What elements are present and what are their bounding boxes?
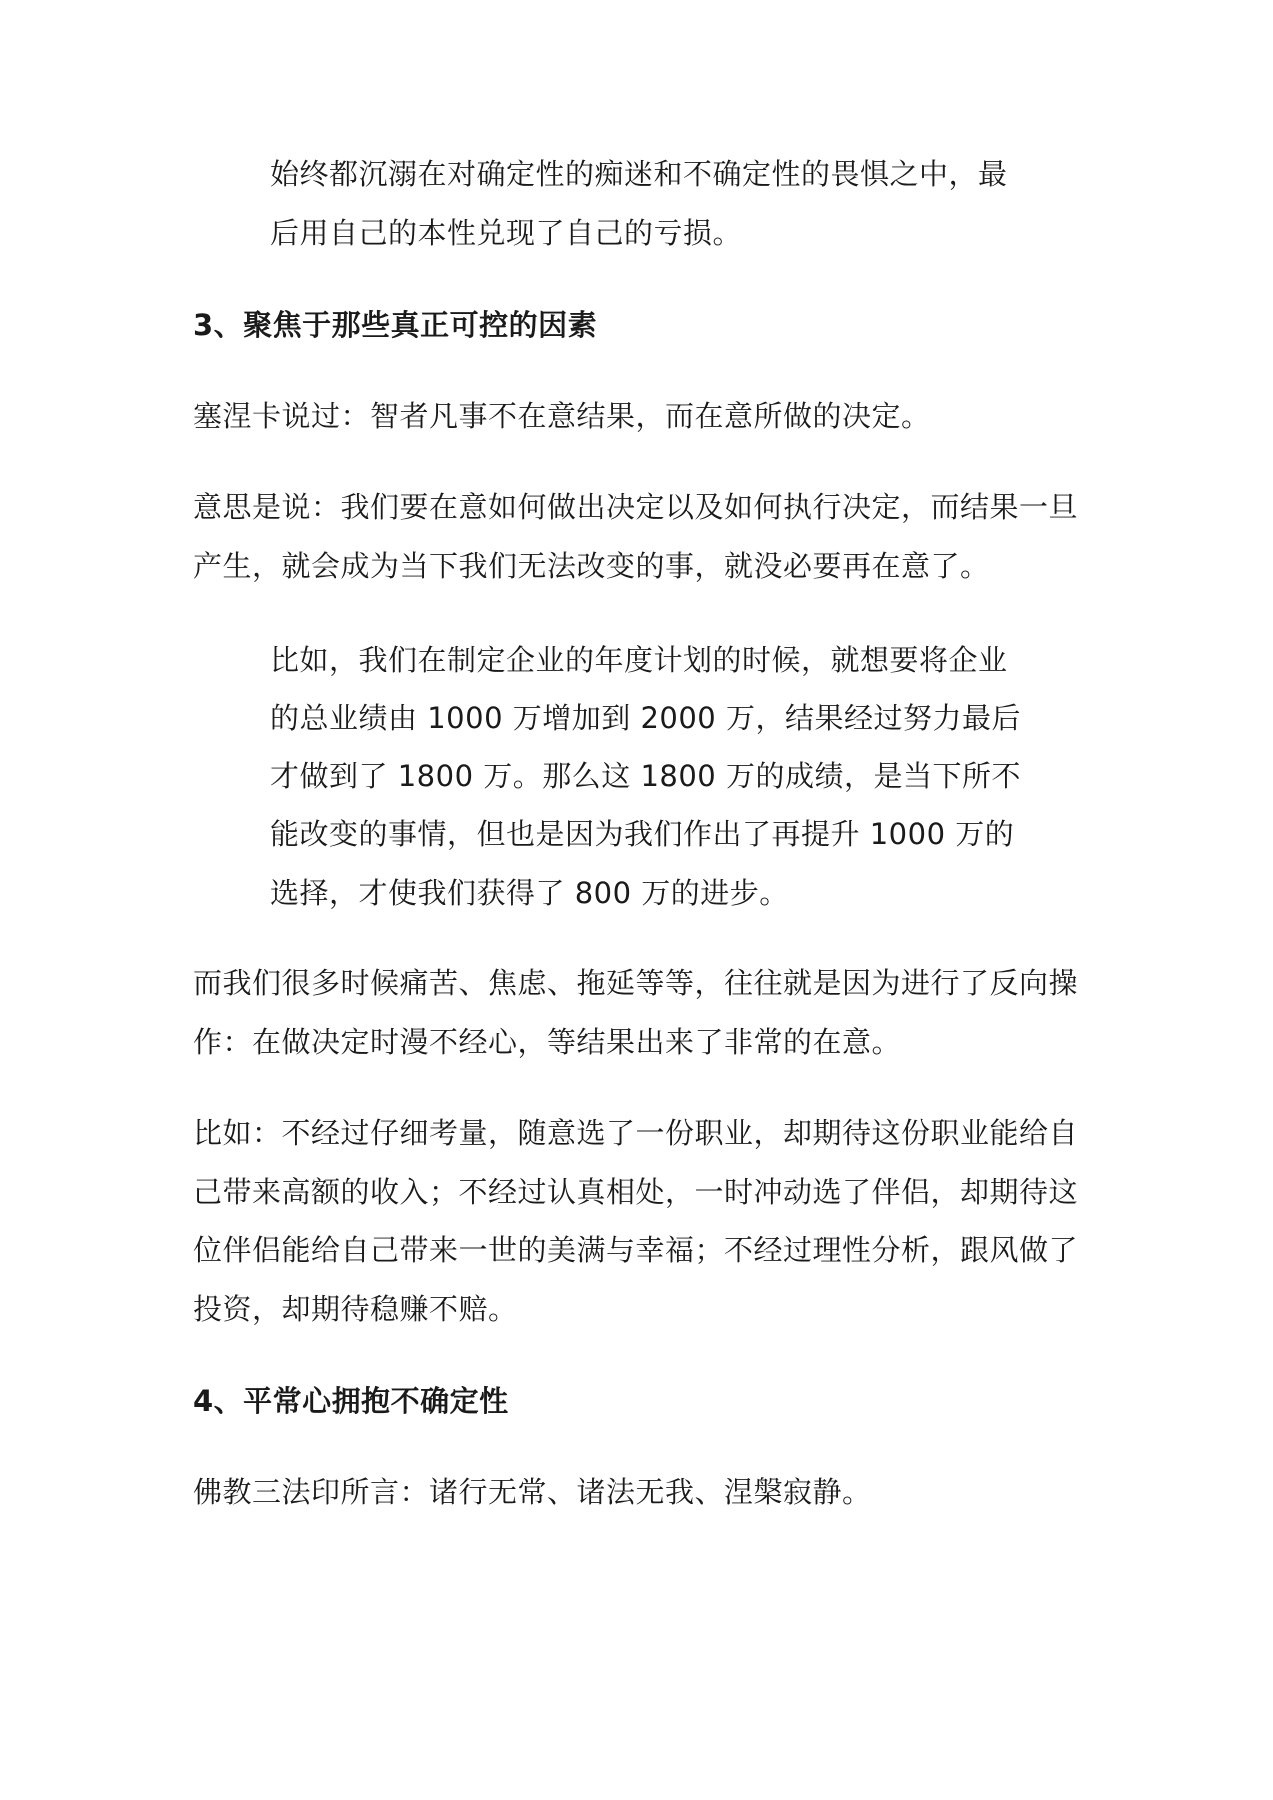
- quote-line: 的总业绩由 1000 万增加到 2000 万，结果经过努力最后: [270, 701, 1021, 735]
- quote-line: 选择，才使我们获得了 800 万的进步。: [270, 876, 789, 910]
- paragraph-line: 己带来高额的收入；不经过认真相处，一时冲动选了伴侣，却期待这: [193, 1175, 1079, 1209]
- paragraph-line: 产生，就会成为当下我们无法改变的事，就没必要再在意了。: [193, 549, 990, 583]
- quote-line: 才做到了 1800 万。那么这 1800 万的成绩，是当下所不: [270, 759, 1021, 793]
- paragraph-line: 而我们很多时候痛苦、焦虑、拖延等等，往往就是因为进行了反向操: [193, 966, 1079, 1000]
- paragraph-line: 投资，却期待稳赚不赔。: [193, 1292, 518, 1326]
- paragraph-line: 作：在做决定时漫不经心，等结果出来了非常的在意。: [193, 1025, 902, 1059]
- paragraph-line: 佛教三法印所言：诸行无常、诸法无我、涅槃寂静。: [193, 1475, 872, 1509]
- paragraph-line: 比如：不经过仔细考量，随意选了一份职业，却期待这份职业能给自: [193, 1116, 1079, 1150]
- quote-line: 能改变的事情，但也是因为我们作出了再提升 1000 万的: [270, 817, 1015, 851]
- quote-line: 后用自己的本性兑现了自己的亏损。: [270, 216, 743, 250]
- quote-line: 始终都沉溺在对确定性的痴迷和不确定性的畏惧之中，最: [270, 157, 1008, 191]
- section-heading-4: 4、平常心拥抱不确定性: [193, 1384, 509, 1418]
- section-heading-3: 3、聚焦于那些真正可控的因素: [193, 308, 598, 342]
- paragraph-line: 塞涅卡说过：智者凡事不在意结果，而在意所做的决定。: [193, 399, 931, 433]
- paragraph-line: 位伴侣能给自己带来一世的美满与幸福；不经过理性分析，跟风做了: [193, 1233, 1079, 1267]
- quote-line: 比如，我们在制定企业的年度计划的时候，就想要将企业: [270, 643, 1008, 677]
- paragraph-line: 意思是说：我们要在意如何做出决定以及如何执行决定，而结果一旦: [193, 490, 1079, 524]
